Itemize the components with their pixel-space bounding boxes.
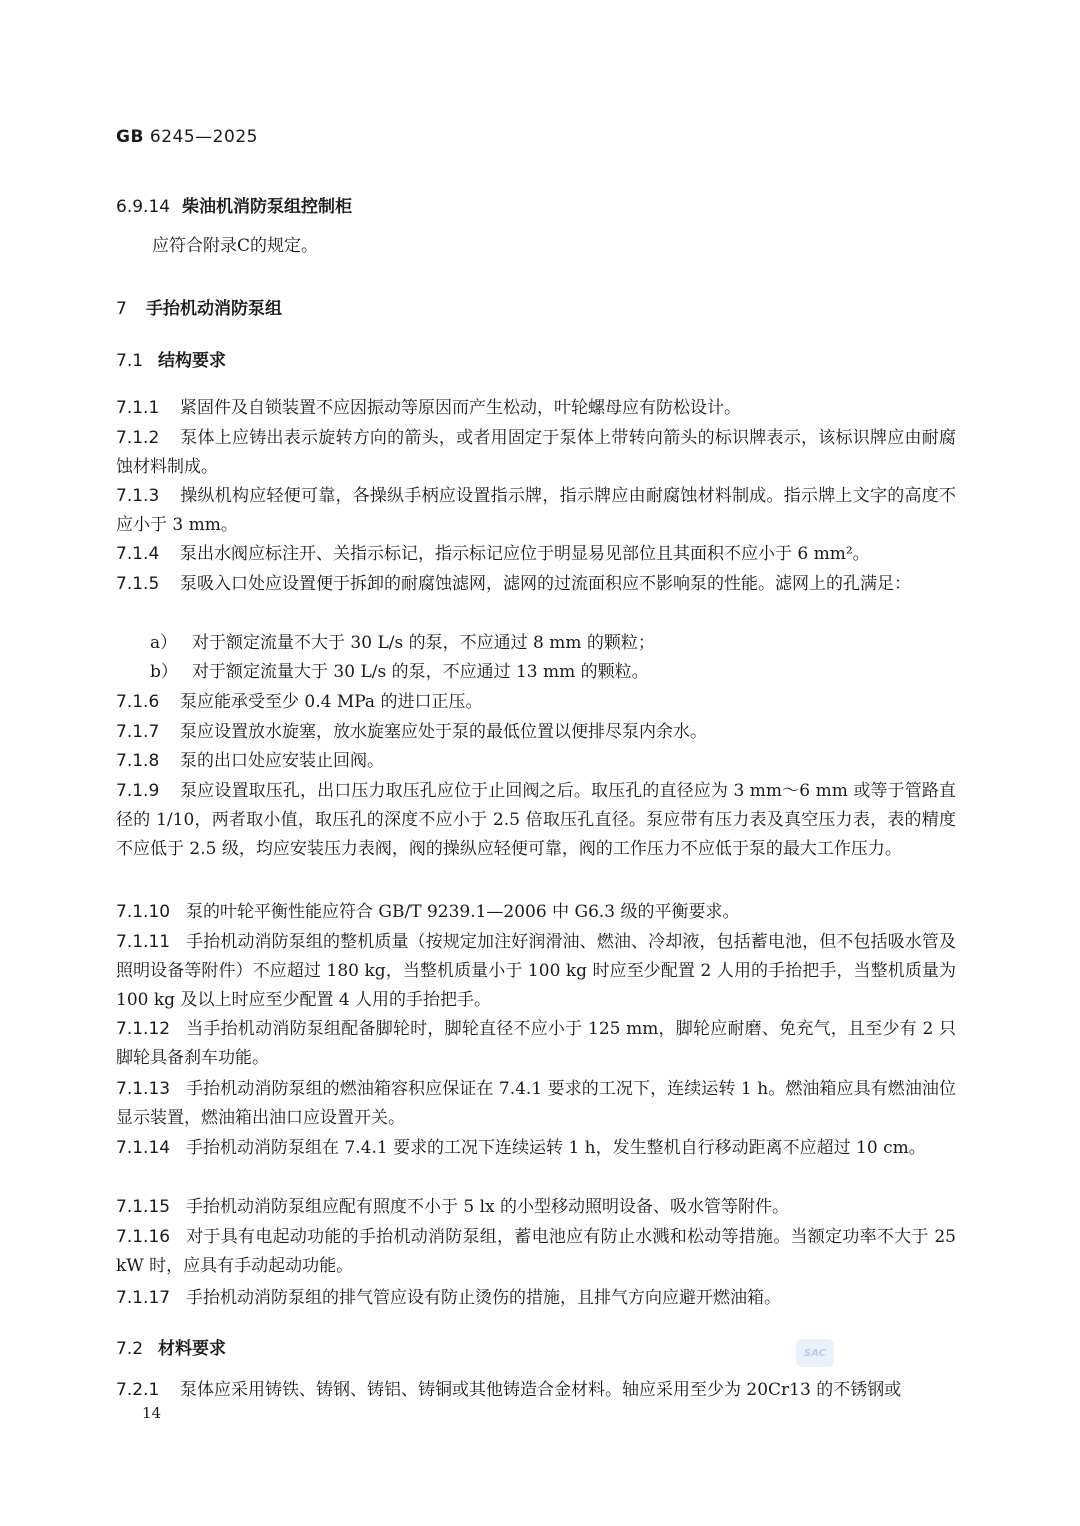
standard-number: 6245—2025 bbox=[149, 127, 258, 147]
clause-7-1-9: 7.1.9 泵应设置取压孔，出口压力取压孔应位于止回阀之后。取压孔的直径应为 3 mm～6 mm 或等于管路直径的 1/10，两者取小值，取压孔的深度不应小于 2.5 倍取压孔直径。泵应带有压力表及真空压力表，表的精度不应低于 2.5 级，均应安装压力表阀，阀的操纵应轻便可靠，阀的工作压力不应低于泵的最大工作压力。 bbox=[116, 781, 956, 859]
clause-7-1-16: 7.1.16 对于具有电起动功能的手抬机动消防泵组，蓄电池应有防止水溅和松动等措施。当额定功率不大于 25 kW 时，应具有手动起动功能。 bbox=[116, 1227, 956, 1276]
clause-7-1-6: 7.1.6 泵应能承受至少 0.4 MPa 的进口正压。 bbox=[116, 692, 483, 712]
list-item-a: a） 对于额定流量不大于 30 L/s 的泵，不应通过 8 mm 的颗粒； bbox=[150, 633, 655, 653]
clause-7-1-13: 7.1.13 手抬机动消防泵组的燃油箱容积应保证在 7.4.1 要求的工况下，连续运转 1 h。燃油箱应具有燃油油位显示装置，燃油箱出油口应设置开关。 bbox=[116, 1079, 956, 1128]
heading-6-9-14 bbox=[116, 192, 352, 217]
clause-7-1-1: 7.1.1 紧固件及自锁装置不应因振动等原因而产生松动，叶轮螺母应有防松设计。 bbox=[116, 398, 741, 418]
clause-7-1-5: 7.1.5 泵吸入口处应设置便于拆卸的耐腐蚀滤网，滤网的过流面积应不影响泵的性能。滤网上的孔满足： bbox=[116, 574, 911, 594]
section-title: 柴油机消防泵组控制柜 bbox=[182, 197, 352, 217]
section-number: 6.9.14 bbox=[116, 197, 171, 217]
list-item-b: b） 对于额定流量大于 30 L/s 的泵，不应通过 13 mm 的颗粒。 bbox=[150, 662, 649, 682]
section-number: 7.1 bbox=[116, 351, 144, 371]
clause-7-1-14: 7.1.14 手抬机动消防泵组在 7.4.1 要求的工况下连续运转 1 h，发生整机自行移动距离不应超过 10 cm。 bbox=[116, 1138, 926, 1158]
sac-watermark-logo: SAC bbox=[796, 1339, 834, 1367]
clause-7-1-3: 7.1.3 操纵机构应轻便可靠，各操纵手柄应设置指示牌，指示牌应由耐腐蚀材料制成。指示牌上文字的高度不应小于 3 mm。 bbox=[116, 486, 956, 535]
heading-7 bbox=[116, 294, 282, 319]
clause-7-1-11: 7.1.11 手抬机动消防泵组的整机质量（按规定加注好润滑油、燃油、冷却液，包括蓄电池，但不包括吸水管及照明设备等附件）不应超过 180 kg，当整机质量小于 100 kg 时应至少配置 2 人用的手抬把手，当整机质量为 100 kg 及以上时应至少配置 4 人用的手抬把手。 bbox=[116, 932, 956, 1010]
clause-7-1-7: 7.1.7 泵应设置放水旋塞，放水旋塞应处于泵的最低位置以便排尽泵内余水。 bbox=[116, 722, 707, 742]
clause-7-1-4: 7.1.4 泵出水阀应标注开、关指示标记，指示标记应位于明显易见部位且其面积不应小于 6 mm²。 bbox=[116, 544, 870, 564]
section-number: 7.2 bbox=[116, 1339, 144, 1359]
section-title: 手抬机动消防泵组 bbox=[146, 299, 282, 319]
clause-7-1-12: 7.1.12 当手抬机动消防泵组配备脚轮时，脚轮直径不应小于 125 mm，脚轮应耐磨、免充气，且至少有 2 只脚轮具备刹车功能。 bbox=[116, 1019, 956, 1068]
clause-7-1-15: 7.1.15 手抬机动消防泵组应配有照度不小于 5 lx 的小型移动照明设备、吸水管等附件。 bbox=[116, 1197, 790, 1217]
document-header bbox=[116, 127, 258, 147]
standard-prefix: GB bbox=[116, 127, 144, 147]
clause-7-2-1: 7.2.1 泵体应采用铸铁、铸钢、铸铝、铸铜或其他铸造合金材料。轴应采用至少为 20Cr13 的不锈钢或 bbox=[116, 1380, 902, 1400]
clause-7-1-17: 7.1.17 手抬机动消防泵组的排气管应设有防止烫伤的措施，且排气方向应避开燃油箱。 bbox=[116, 1288, 781, 1308]
page-number: 14 bbox=[142, 1404, 162, 1422]
clause-7-1-8: 7.1.8 泵的出口处应安装止回阀。 bbox=[116, 751, 384, 771]
section-title: 结构要求 bbox=[158, 351, 226, 371]
heading-7-2 bbox=[116, 1334, 226, 1359]
section-number: 7 bbox=[116, 299, 127, 319]
paragraph-6-9-14: 应符合附录C的规定。 bbox=[152, 236, 319, 256]
clause-7-1-2: 7.1.2 泵体上应铸出表示旋转方向的箭头，或者用固定于泵体上带转向箭头的标识牌表示，该标识牌应由耐腐蚀材料制成。 bbox=[116, 428, 956, 477]
heading-7-1 bbox=[116, 346, 226, 371]
clause-7-1-10: 7.1.10 泵的叶轮平衡性能应符合 GB/T 9239.1—2006 中 G6.3 级的平衡要求。 bbox=[116, 902, 740, 922]
section-title: 材料要求 bbox=[158, 1339, 226, 1359]
